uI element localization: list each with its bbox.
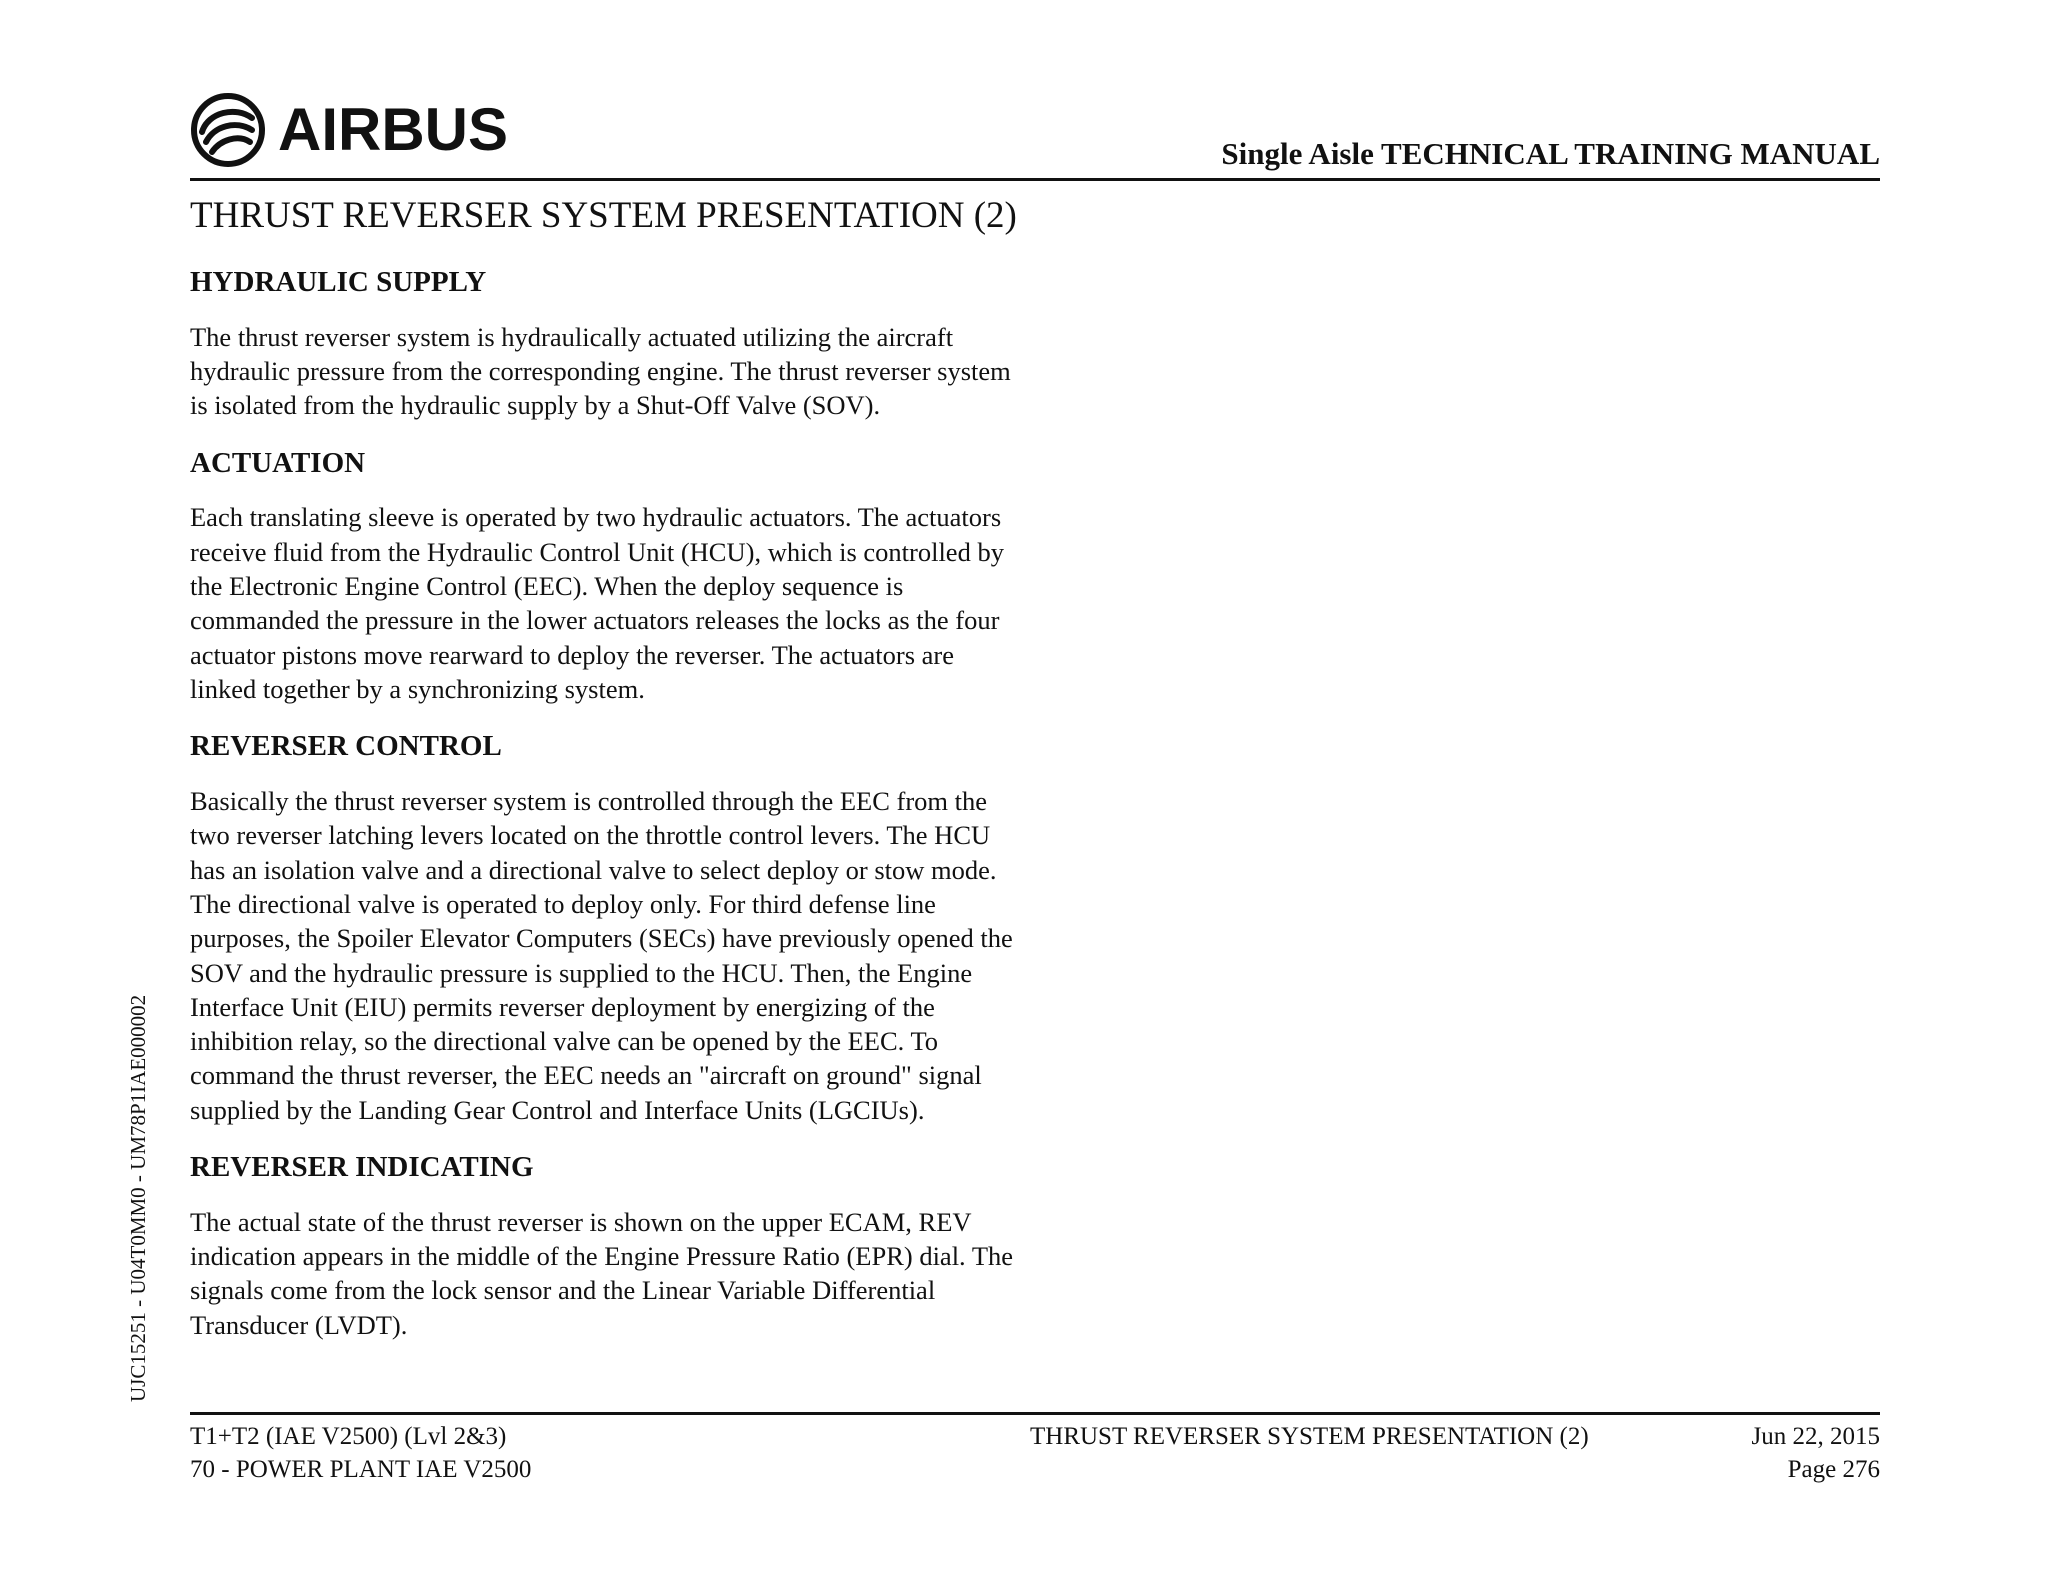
section-body: Each translating sleeve is operated by two hydraulic actuators. The actuators receive fluid from the Hydraulic Control Unit (HCU), which is controlled by the Electronic Engine Control (EEC). When the deploy sequence is commanded the pressure in the lower actuators releases the locks as the four actuator pistons move rearward to deploy the reverser. The actuators are linked together by a synchronizing system. bbox=[190, 502, 1004, 704]
section-reverser-control bbox=[190, 729, 1020, 1127]
section-hydraulic-supply bbox=[190, 265, 1020, 423]
section-reverser-indicating bbox=[190, 1150, 1020, 1342]
footer-right bbox=[1752, 1420, 1880, 1486]
section-heading: REVERSER CONTROL bbox=[190, 730, 502, 763]
manual-title: Single Aisle TECHNICAL TRAINING MANUAL bbox=[1221, 136, 1880, 171]
footer-page-number: Page 276 bbox=[1787, 1456, 1880, 1483]
document-reference-code: UJC15251 - U04T0MM0 - UM78P1IAE000002 bbox=[126, 994, 150, 1402]
section-body: Basically the thrust reverser system is controlled through the EEC from the two reverser latching levers located on the throttle control levers. The HCU has an isolation valve and a directional valve to select deploy or stow mode. The directional valve is operated to deploy only. For third defense line purposes, the Spoiler Elevator Computers (SECs) have previously opened the SOV and the hydraulic pressure is supplied to the HCU. Then, the Engine Interface Unit (EIU) permits reverser deployment by energizing of the inhibition relay, so the directional valve can be opened by the EEC. To command the thrust reverser, the EEC needs an "aircraft on ground" signal supplied by the Landing Gear Control and Interface Units (LGCIUs). bbox=[190, 786, 1013, 1125]
page-title: THRUST REVERSER SYSTEM PRESENTATION (2) bbox=[190, 195, 1017, 236]
airbus-swirl-logo-icon bbox=[190, 92, 266, 168]
footer-course: T1+T2 (IAE V2500) (Lvl 2&3) bbox=[190, 1423, 507, 1450]
footer-divider bbox=[190, 1412, 1880, 1415]
footer-center bbox=[1030, 1420, 1589, 1453]
section-actuation bbox=[190, 446, 1020, 707]
footer-left bbox=[190, 1420, 531, 1486]
airbus-logo bbox=[190, 90, 508, 170]
document-content bbox=[190, 265, 1020, 1365]
section-heading: REVERSER INDICATING bbox=[190, 1151, 534, 1184]
section-heading: HYDRAULIC SUPPLY bbox=[190, 266, 487, 298]
footer-date: Jun 22, 2015 bbox=[1751, 1423, 1880, 1450]
footer-topic: THRUST REVERSER SYSTEM PRESENTATION (2) bbox=[1030, 1423, 1589, 1450]
footer-chapter: 70 - POWER PLANT IAE V2500 bbox=[190, 1456, 532, 1483]
section-body: The thrust reverser system is hydraulically actuated utilizing the aircraft hydraulic pressure from the corresponding engine. The thrust reverser system is isolated from the hydraulic supply by a Shut-Off Valve (SOV). bbox=[190, 321, 1011, 421]
section-body: The actual state of the thrust reverser is shown on the upper ECAM, REV indication appears in the middle of the Engine Pressure Ratio (EPR) dial. The signals come from the lock sensor and the Linear Variable Differential Transducer (LVDT). bbox=[190, 1206, 1014, 1340]
logo-wordmark: AIRBUS bbox=[278, 96, 509, 163]
header-divider bbox=[190, 178, 1880, 181]
section-heading: ACTUATION bbox=[190, 446, 366, 479]
